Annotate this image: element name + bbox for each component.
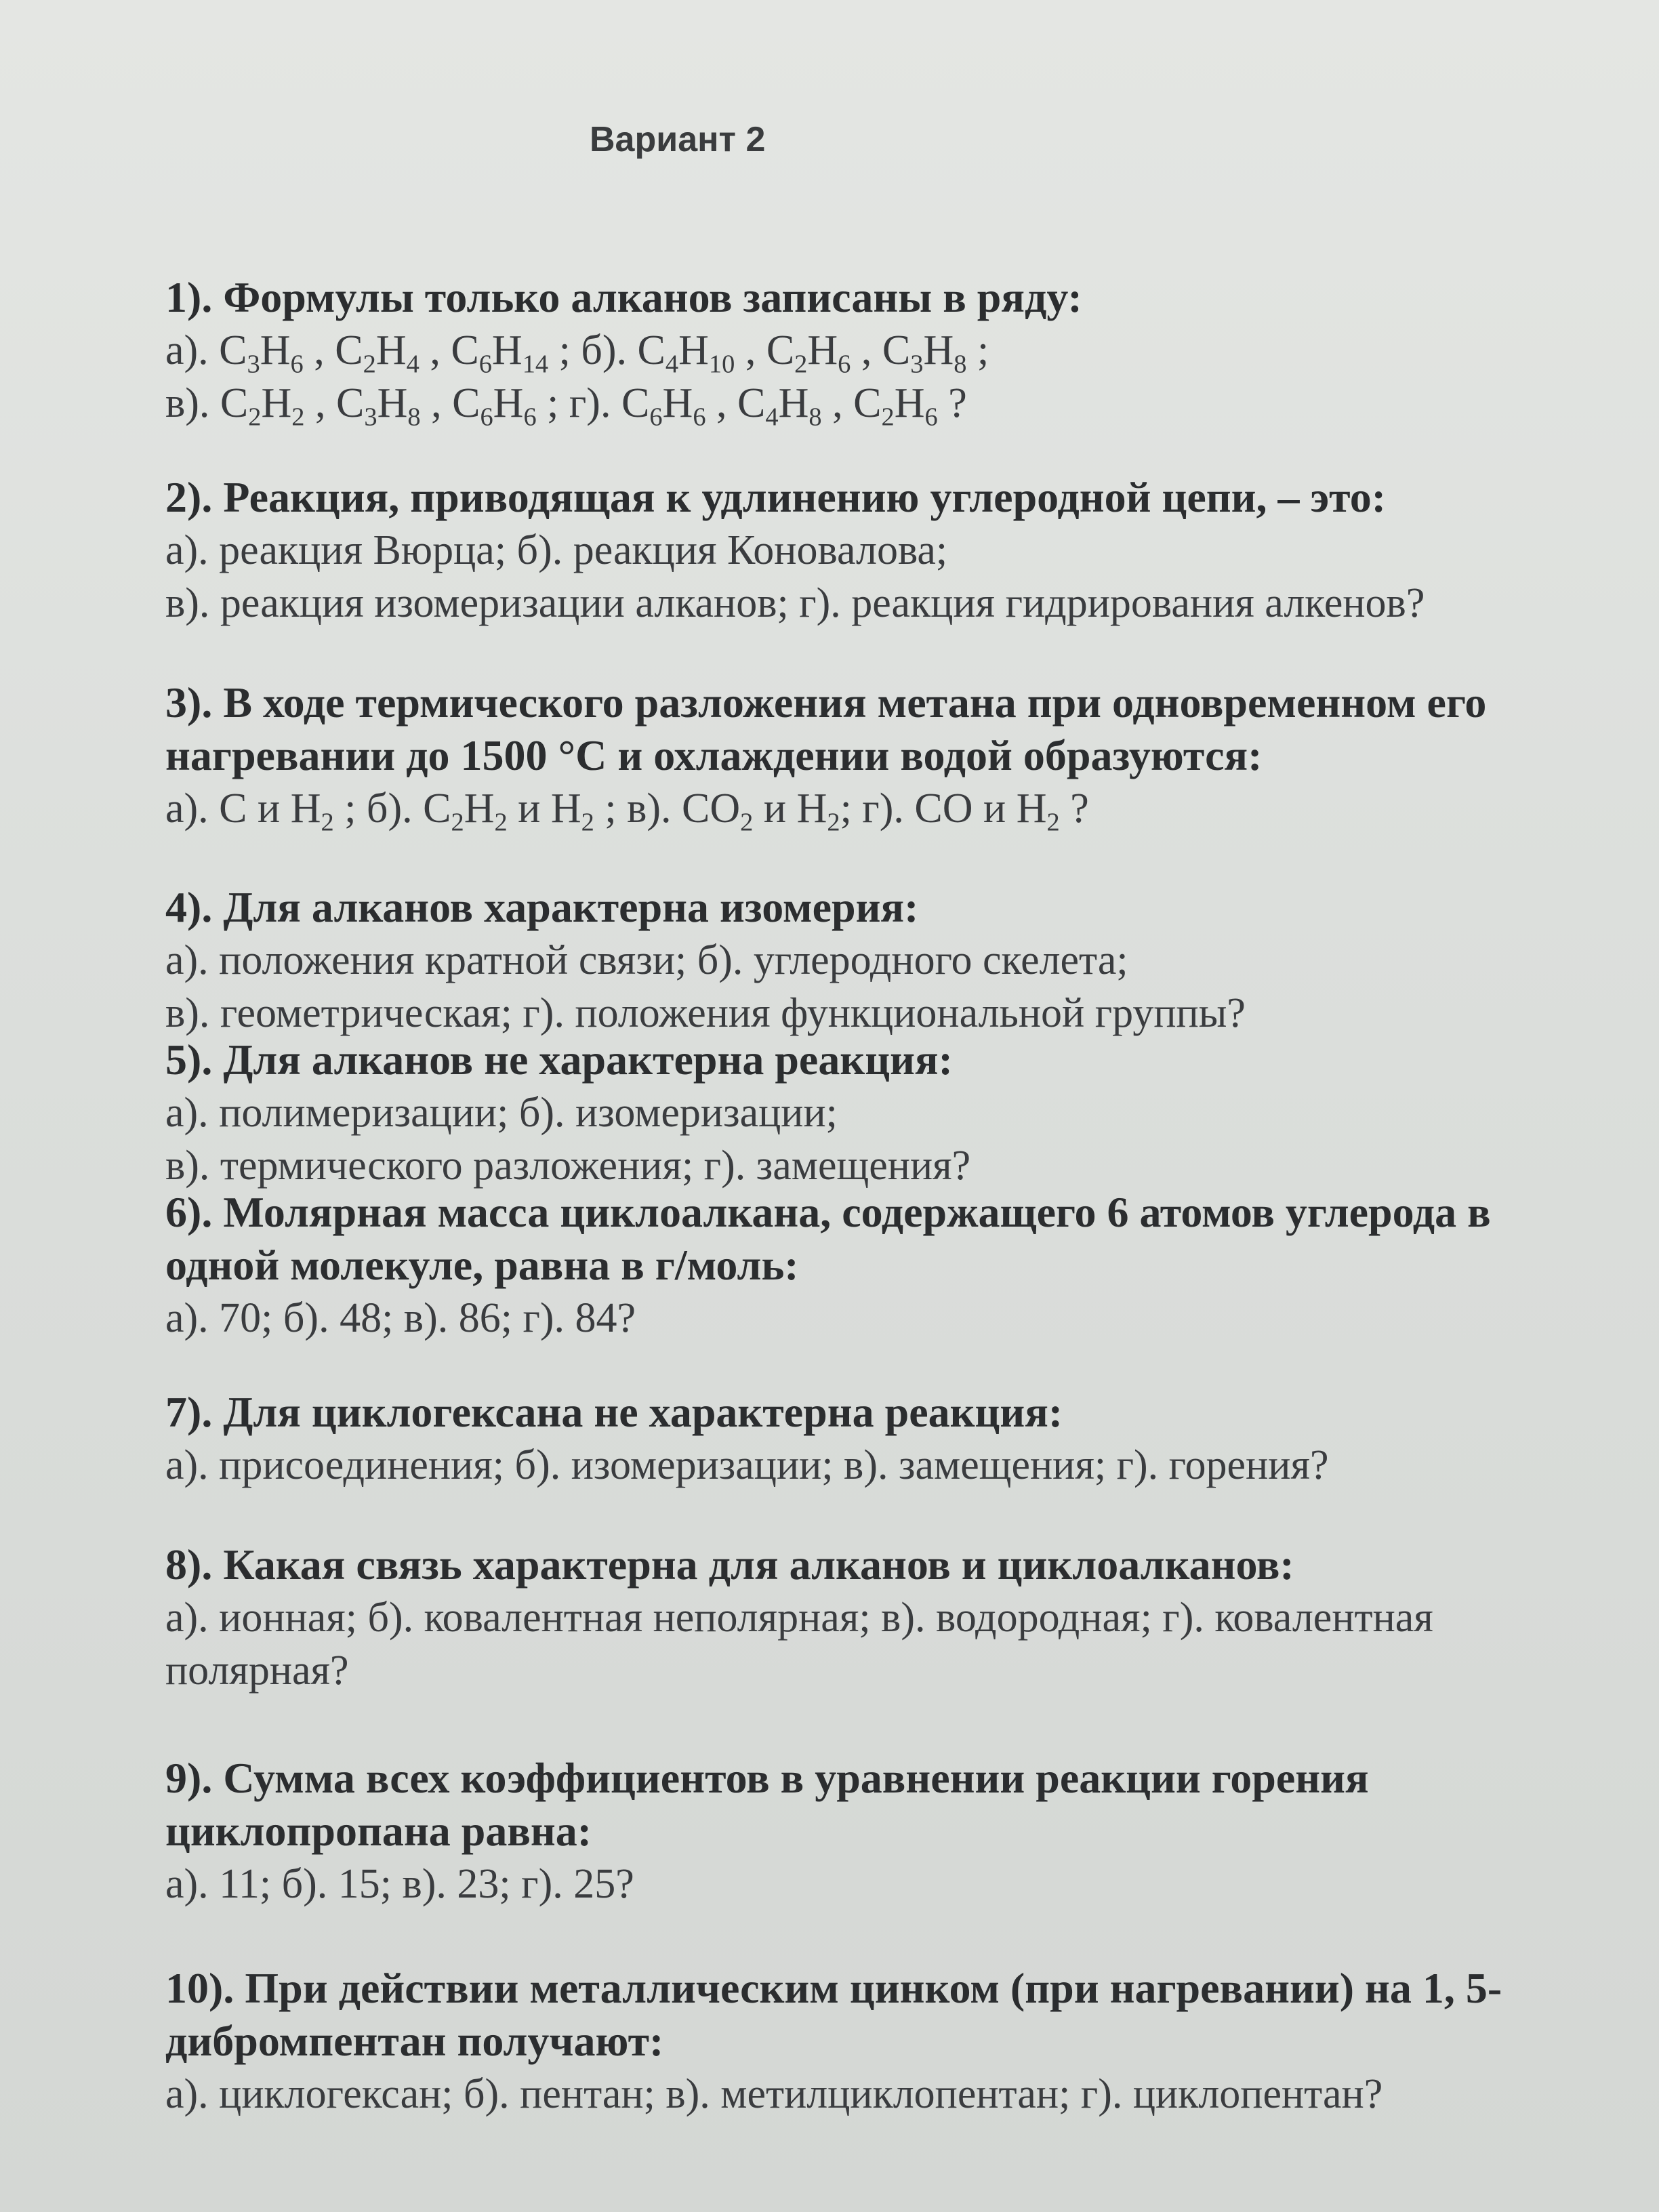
page-title: Вариант 2 <box>590 120 766 159</box>
question-text: 4). Для алканов характерна изомерия: <box>165 883 919 931</box>
question-text: 1). Формулы только алканов записаны в ряду: <box>165 273 1082 321</box>
question-text-continued: циклопропана равна: <box>165 1807 592 1855</box>
question-9 <box>165 1752 1561 1910</box>
answer-options: а). циклогексан; б). пентан; в). метилциклопентан; г). циклопентан? <box>165 2071 1383 2117</box>
question-text-continued: дибромпентан получают: <box>165 2017 664 2065</box>
question-text-continued: одной молекуле, равна в г/моль: <box>165 1241 799 1289</box>
question-2 <box>165 471 1561 630</box>
answer-options: в). геометрическая; г). положения функциональной группы? <box>165 990 1246 1036</box>
answer-options: а). 11; б). 15; в). 23; г). 25? <box>165 1861 634 1907</box>
question-8 <box>165 1538 1561 1697</box>
answer-options: полярная? <box>165 1647 349 1694</box>
question-10 <box>165 1962 1561 2121</box>
question-text: 2). Реакция, приводящая к удлинению углеродной цепи, – это: <box>165 473 1387 521</box>
answer-options: а). реакция Вюрца; б). реакция Коновалова; <box>165 527 948 573</box>
question-text-continued: нагревании до 1500 °С и охлаждении водой образуются: <box>165 731 1263 779</box>
answer-options: а). полимеризации; б). изомеризации; <box>165 1090 838 1136</box>
question-text: 9). Сумма всех коэффициентов в уравнении реакции горения <box>165 1754 1369 1802</box>
answer-options: а). С и $H_2$ ; б). $C_2H_2$ и $H_2$ ; в). $CO_2$ и $H_2$; г). CO и $H_2$ ? <box>165 785 1089 837</box>
question-3 <box>165 676 1561 835</box>
question-text: 10). При действии металлическим цинком (при нагревании) на 1, 5- <box>165 1964 1502 2012</box>
answer-options: а). положения кратной связи; б). углеродного скелета; <box>165 937 1128 983</box>
answer-options: а). ионная; б). ковалентная неполярная; в). водородная; г). ковалентная <box>165 1595 1433 1641</box>
answer-options: а). 70; б). 48; в). 86; г). 84? <box>165 1295 636 1341</box>
answer-options: в). термического разложения; г). замещения? <box>165 1143 971 1189</box>
answer-options: а). $C_3H_6$ , $C_2H_4$ , $C_6H_{14}$ ; б). $C_4H_{10}$ , $C_2H_6$ , $C_3H_8$ ; <box>165 327 989 379</box>
question-4 <box>165 881 1561 1040</box>
question-text: 8). Какая связь характерна для алканов и циклоалканов: <box>165 1540 1294 1589</box>
question-5 <box>165 1033 1561 1192</box>
question-6 <box>165 1186 1561 1345</box>
question-text: 3). В ходе термического разложения метана при одновременном его <box>165 678 1487 726</box>
question-text: 6). Молярная масса циклоалкана, содержащего 6 атомов углерода в <box>165 1188 1491 1236</box>
question-7 <box>165 1386 1561 1492</box>
question-1 <box>165 271 1561 430</box>
answer-options: в). $C_2H_2$ , $C_3H_8$ , $C_6H_6$ ; г). $C_6H_6$ , $C_4H_8$ , $C_2H_6$ ? <box>165 380 967 432</box>
answer-options: в). реакция изомеризации алканов; г). реакция гидрирования алкенов? <box>165 580 1425 626</box>
question-text: 5). Для алканов не характерна реакция: <box>165 1036 953 1084</box>
question-text: 7). Для циклогексана не характерна реакция: <box>165 1388 1063 1436</box>
answer-options: а). присоединения; б). изомеризации; в). замещения; г). горения? <box>165 1442 1329 1488</box>
